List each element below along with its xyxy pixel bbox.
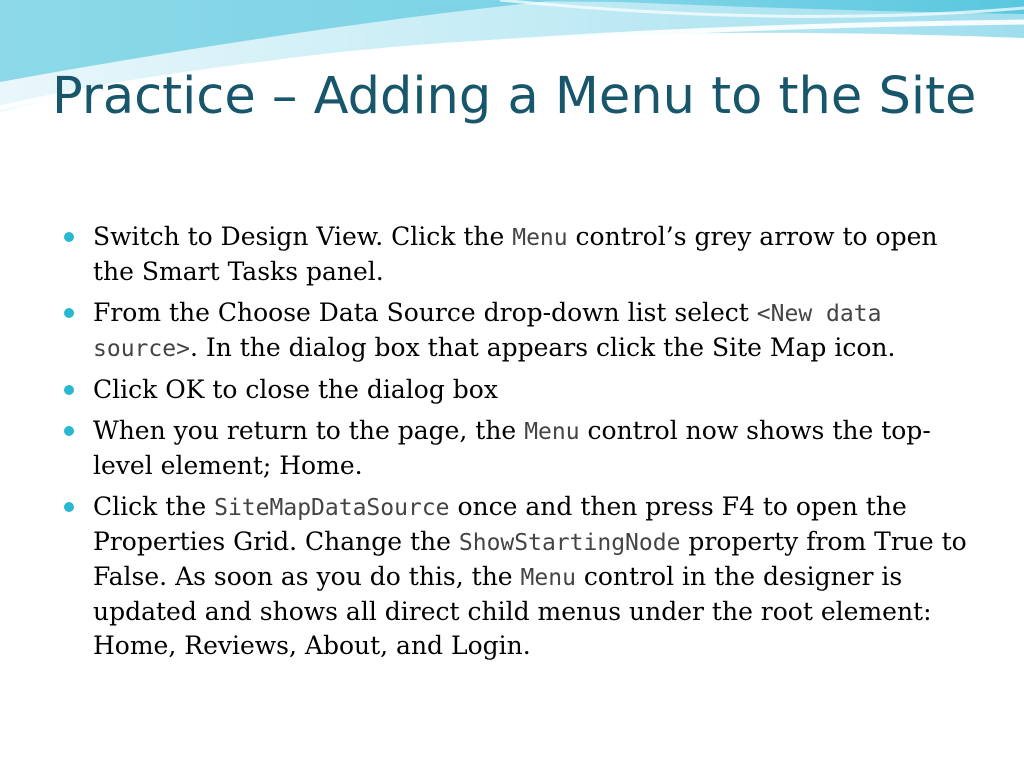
bullet-text: Click the xyxy=(93,492,215,521)
bullet-dot-icon xyxy=(64,308,74,318)
bullet-text: control now shows the top-level element; Home. xyxy=(93,416,931,480)
bullet-text: control’s grey arrow to open the Smart Tasks panel. xyxy=(93,222,938,286)
code-term: Menu xyxy=(524,419,580,445)
slide-title: Practice – Adding a Menu to the Site xyxy=(52,67,977,126)
bullet-dot-icon xyxy=(64,385,74,395)
bullet-item xyxy=(62,220,968,289)
bullet-item xyxy=(62,296,968,366)
bullet-text: From the Choose Data Source drop-down list select xyxy=(93,298,757,327)
bullet-dot-icon xyxy=(64,426,74,436)
code-term: ShowStartingNode xyxy=(458,530,681,556)
bullet-dot-icon xyxy=(64,502,74,512)
bullet-item xyxy=(62,490,968,663)
code-term: Menu xyxy=(520,565,576,591)
code-term: Menu xyxy=(512,225,568,251)
bullet-text: once and then press F4 to open the Properties Grid. Change the xyxy=(93,492,907,556)
bullet-text: . In the dialog box that appears click the Site Map icon. xyxy=(189,333,896,362)
bullet-item xyxy=(62,414,968,483)
bullet-text: control in the designer is updated and shows all direct child menus under the root element: Home, Reviews, About, and Login. xyxy=(93,562,932,660)
bullet-text: Click OK to close the dialog box xyxy=(93,375,498,404)
bullet-item xyxy=(62,373,968,407)
bullet-list xyxy=(62,220,968,670)
bullet-text: property from True to False. As soon as you do this, the xyxy=(93,527,967,591)
code-term: <New data source> xyxy=(93,301,882,362)
bullet-dot-icon xyxy=(64,232,74,242)
code-term: SiteMapDataSource xyxy=(214,495,450,521)
bullet-text: When you return to the page, the xyxy=(93,416,525,445)
bullet-text: Switch to Design View. Click the xyxy=(93,222,513,251)
